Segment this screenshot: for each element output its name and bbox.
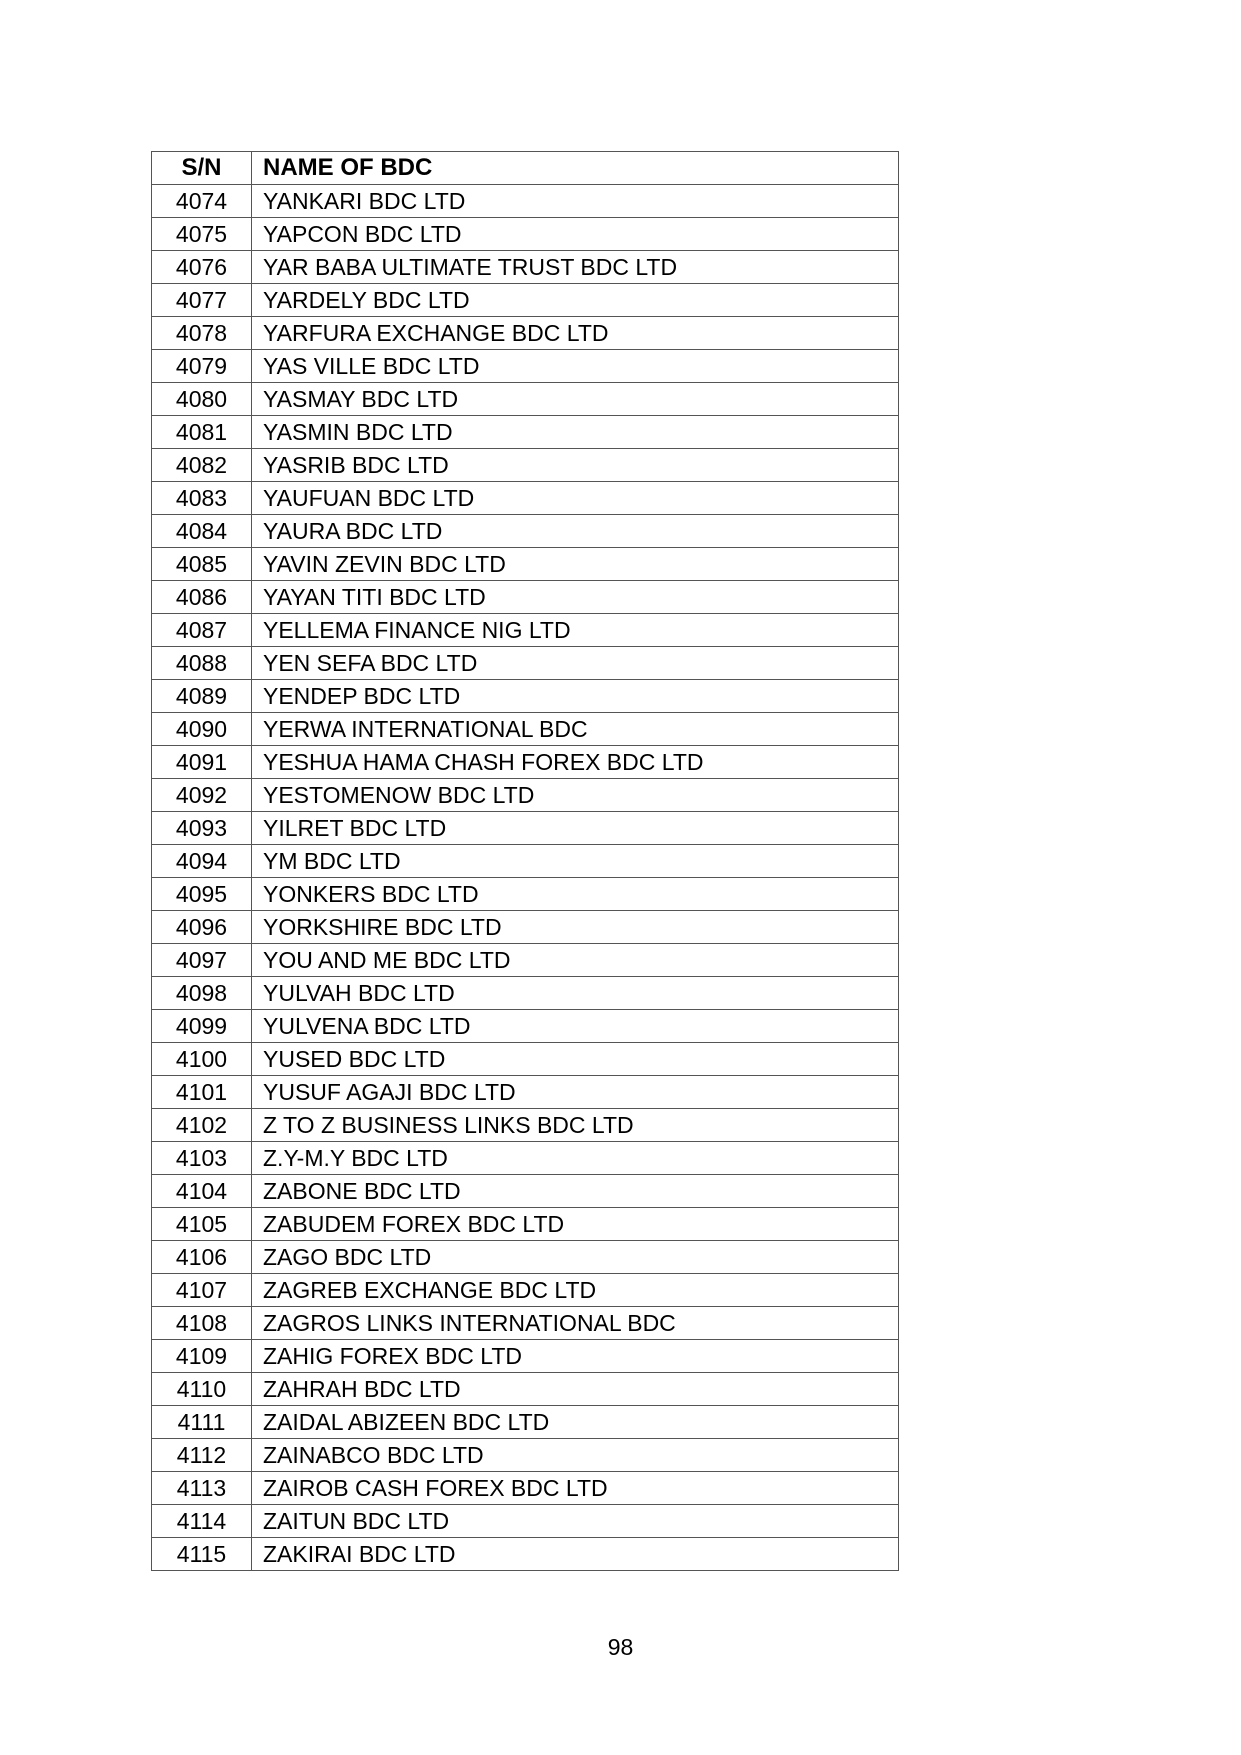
row-bdc-name: YORKSHIRE BDC LTD: [252, 911, 899, 944]
table-row: [152, 977, 899, 1010]
table-row: [152, 845, 899, 878]
row-sn: 4089: [152, 680, 252, 713]
row-bdc-name: YM BDC LTD: [252, 845, 899, 878]
row-bdc-name: ZAITUN BDC LTD: [252, 1505, 899, 1538]
row-sn: 4105: [152, 1208, 252, 1241]
table-row: [152, 581, 899, 614]
row-bdc-name: YONKERS BDC LTD: [252, 878, 899, 911]
row-sn: 4098: [152, 977, 252, 1010]
table-row: [152, 779, 899, 812]
table-row: [152, 944, 899, 977]
table-row: [152, 218, 899, 251]
row-bdc-name: YILRET BDC LTD: [252, 812, 899, 845]
row-sn: 4092: [152, 779, 252, 812]
header-sn: S/N: [152, 152, 252, 185]
row-sn: 4106: [152, 1241, 252, 1274]
table-row: [152, 647, 899, 680]
table-row: [152, 482, 899, 515]
row-sn: 4079: [152, 350, 252, 383]
row-bdc-name: Z TO Z BUSINESS LINKS BDC LTD: [252, 1109, 899, 1142]
table-row: [152, 878, 899, 911]
row-sn: 4094: [152, 845, 252, 878]
table-row: [152, 1208, 899, 1241]
row-sn: 4109: [152, 1340, 252, 1373]
row-sn: 4087: [152, 614, 252, 647]
row-sn: 4091: [152, 746, 252, 779]
row-bdc-name: YEN SEFA BDC LTD: [252, 647, 899, 680]
row-bdc-name: YULVAH BDC LTD: [252, 977, 899, 1010]
row-sn: 4082: [152, 449, 252, 482]
row-sn: 4097: [152, 944, 252, 977]
row-sn: 4113: [152, 1472, 252, 1505]
row-sn: 4088: [152, 647, 252, 680]
row-sn: 4104: [152, 1175, 252, 1208]
table-row: [152, 449, 899, 482]
row-bdc-name: YUSED BDC LTD: [252, 1043, 899, 1076]
row-bdc-name: YESTOMENOW BDC LTD: [252, 779, 899, 812]
table-row: [152, 1439, 899, 1472]
row-bdc-name: YUSUF AGAJI BDC LTD: [252, 1076, 899, 1109]
row-sn: 4074: [152, 185, 252, 218]
row-sn: 4103: [152, 1142, 252, 1175]
table-row: [152, 383, 899, 416]
row-sn: 4093: [152, 812, 252, 845]
row-bdc-name: ZAINABCO BDC LTD: [252, 1439, 899, 1472]
table-row: [152, 614, 899, 647]
table-row: [152, 1373, 899, 1406]
table-row: [152, 1043, 899, 1076]
row-sn: 4110: [152, 1373, 252, 1406]
table-row: [152, 1109, 899, 1142]
page-number: 98: [607, 1634, 634, 1660]
row-sn: 4115: [152, 1538, 252, 1571]
row-bdc-name: YARDELY BDC LTD: [252, 284, 899, 317]
row-bdc-name: YAS VILLE BDC LTD: [252, 350, 899, 383]
row-sn: 4080: [152, 383, 252, 416]
table-row: [152, 1142, 899, 1175]
row-sn: 4086: [152, 581, 252, 614]
row-bdc-name: YULVENA BDC LTD: [252, 1010, 899, 1043]
row-bdc-name: YESHUA HAMA CHASH FOREX BDC LTD: [252, 746, 899, 779]
row-sn: 4090: [152, 713, 252, 746]
row-bdc-name: YAYAN TITI BDC LTD: [252, 581, 899, 614]
row-sn: 4076: [152, 251, 252, 284]
row-sn: 4096: [152, 911, 252, 944]
table-row: [152, 911, 899, 944]
bdc-table: [151, 151, 899, 1571]
header-name: NAME OF BDC: [252, 152, 899, 185]
row-bdc-name: YENDEP BDC LTD: [252, 680, 899, 713]
table-row: [152, 1010, 899, 1043]
table-row: [152, 812, 899, 845]
table-row: [152, 548, 899, 581]
row-bdc-name: ZABONE BDC LTD: [252, 1175, 899, 1208]
row-bdc-name: YASMAY BDC LTD: [252, 383, 899, 416]
row-bdc-name: YAVIN ZEVIN BDC LTD: [252, 548, 899, 581]
table-row: [152, 1505, 899, 1538]
table-row: [152, 1406, 899, 1439]
row-bdc-name: YANKARI BDC LTD: [252, 185, 899, 218]
table-row: [152, 713, 899, 746]
row-sn: 4081: [152, 416, 252, 449]
row-bdc-name: YELLEMA FINANCE NIG LTD: [252, 614, 899, 647]
row-sn: 4107: [152, 1274, 252, 1307]
row-sn: 4085: [152, 548, 252, 581]
row-bdc-name: ZAHRAH BDC LTD: [252, 1373, 899, 1406]
table-row: [152, 1340, 899, 1373]
table-row: [152, 416, 899, 449]
table-row: [152, 251, 899, 284]
table-row: [152, 1307, 899, 1340]
row-bdc-name: ZAGREB EXCHANGE BDC LTD: [252, 1274, 899, 1307]
row-sn: 4100: [152, 1043, 252, 1076]
table-row: [152, 185, 899, 218]
row-sn: 4112: [152, 1439, 252, 1472]
table-row: [152, 680, 899, 713]
row-bdc-name: YAPCON BDC LTD: [252, 218, 899, 251]
row-sn: 4084: [152, 515, 252, 548]
table-row: [152, 1274, 899, 1307]
row-sn: 4075: [152, 218, 252, 251]
row-bdc-name: ZAIDAL ABIZEEN BDC LTD: [252, 1406, 899, 1439]
row-sn: 4083: [152, 482, 252, 515]
table-row: [152, 1076, 899, 1109]
row-bdc-name: YERWA INTERNATIONAL BDC: [252, 713, 899, 746]
row-sn: 4077: [152, 284, 252, 317]
row-bdc-name: YAR BABA ULTIMATE TRUST BDC LTD: [252, 251, 899, 284]
row-bdc-name: Z.Y-M.Y BDC LTD: [252, 1142, 899, 1175]
row-sn: 4099: [152, 1010, 252, 1043]
row-bdc-name: ZAIROB CASH FOREX BDC LTD: [252, 1472, 899, 1505]
table-row: [152, 746, 899, 779]
row-sn: 4095: [152, 878, 252, 911]
row-bdc-name: ZAGO BDC LTD: [252, 1241, 899, 1274]
row-bdc-name: YOU AND ME BDC LTD: [252, 944, 899, 977]
table-row: [152, 317, 899, 350]
row-sn: 4108: [152, 1307, 252, 1340]
table-header-row: [152, 152, 899, 185]
table-row: [152, 515, 899, 548]
table-row: [152, 350, 899, 383]
row-sn: 4101: [152, 1076, 252, 1109]
row-bdc-name: YAUFUAN BDC LTD: [252, 482, 899, 515]
table-body: [152, 185, 899, 1571]
row-sn: 4111: [152, 1406, 252, 1439]
row-bdc-name: ZAHIG FOREX BDC LTD: [252, 1340, 899, 1373]
row-bdc-name: YASMIN BDC LTD: [252, 416, 899, 449]
row-bdc-name: YARFURA EXCHANGE BDC LTD: [252, 317, 899, 350]
row-bdc-name: YAURA BDC LTD: [252, 515, 899, 548]
row-bdc-name: ZAGROS LINKS INTERNATIONAL BDC: [252, 1307, 899, 1340]
table-row: [152, 1175, 899, 1208]
table-row: [152, 1472, 899, 1505]
row-bdc-name: ZAKIRAI BDC LTD: [252, 1538, 899, 1571]
row-sn: 4078: [152, 317, 252, 350]
row-bdc-name: YASRIB BDC LTD: [252, 449, 899, 482]
row-sn: 4102: [152, 1109, 252, 1142]
table-row: [152, 1538, 899, 1571]
table-row: [152, 284, 899, 317]
row-sn: 4114: [152, 1505, 252, 1538]
table-row: [152, 1241, 899, 1274]
row-bdc-name: ZABUDEM FOREX BDC LTD: [252, 1208, 899, 1241]
